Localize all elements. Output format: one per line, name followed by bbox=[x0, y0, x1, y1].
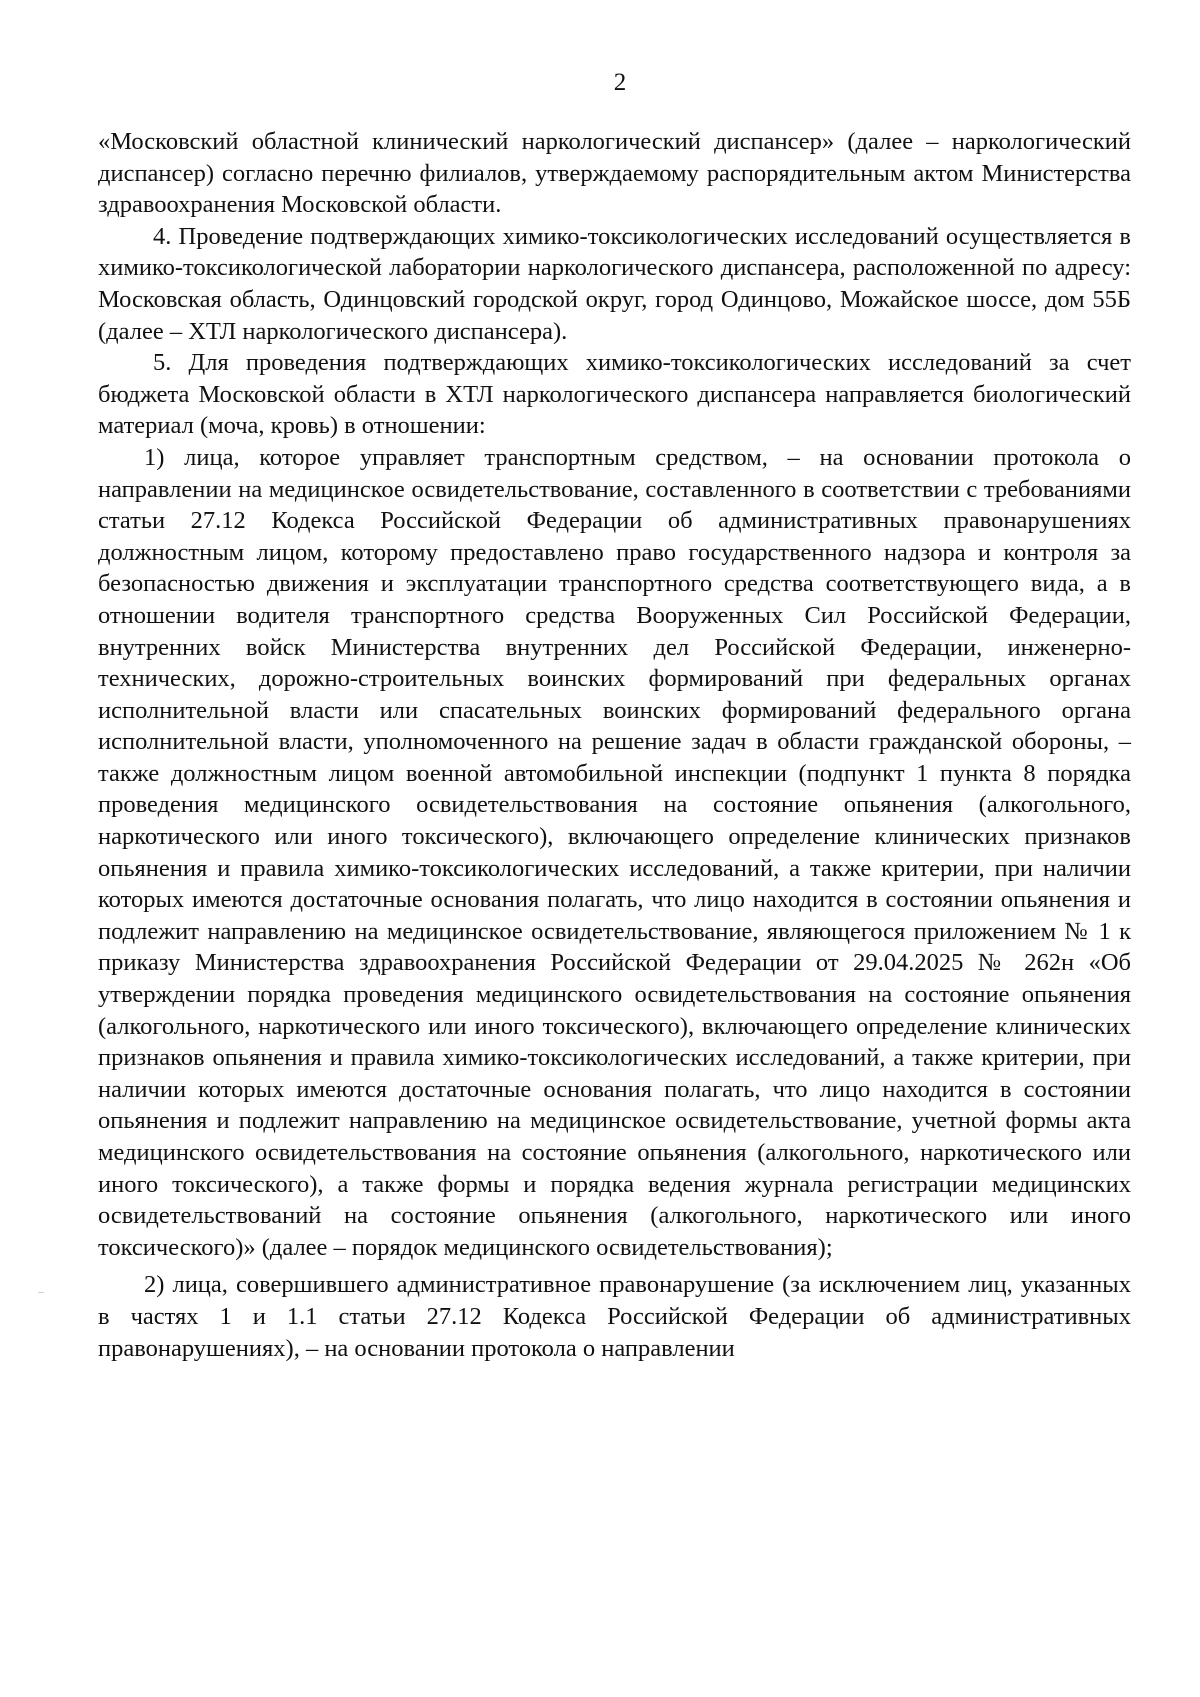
paragraph-item-5: 5. Для проведения подтверждающих химико-токсикологических исследований за счет бюджета Московской области в ХТЛ наркологического диспансера направляется биологический материал (моча, кровь) в отношении: bbox=[98, 349, 1131, 440]
subparagraph-2: 2) лица, совершившего административное правонарушение (за исключением лиц, указанных в частях 1 и 1.1 статьи 27.12 Кодекса Российской Федерации об административных правонарушениях), – на основании протокола о направлении bbox=[98, 1271, 1131, 1362]
paragraph-item-4: 4. Проведение подтверждающих химико-токсикологических исследований осуществляется в химико-токсикологической лаборатории наркологического диспансера, расположенной по адресу: Московская область, Одинцовский городской округ, город Одинцово, Можайское шоссе, дом 55Б (далее – ХТЛ наркологического диспансера). bbox=[98, 222, 1131, 345]
paragraph-continuation: «Московский областной клинический наркологический диспансер» (далее – наркологический диспансер) согласно перечню филиалов, утверждаемому распорядительным актом Министерства здравоохранения Московской области. bbox=[98, 128, 1131, 219]
subparagraph-1: 1) лица, которое управляет транспортным средством, – на основании протокола о направлении на медицинское освидетельствование, составленного в соответствии с требованиями статьи 27.12 Кодекса Российской Федерации об административных правонарушениях должностным лицом, которому предоставлено право государственного надзора и контроля за безопасностью движения и эксплуатации транспортного средства соответствующего вида, а в отношении водителя транспортного средства Вооруженных Сил Российской Федерации, внутренних войск Министерства внутренних дел Российской Федерации, инженерно-технических, дорожно-строительных воинских формирований при федеральных органах исполнительной власти или спасательных воинских формирований федерального органа исполнительной власти, уполномоченного на решение задач в области гражданской обороны, – также должностным лицом военной автомобильной инспекции (подпункт 1 пункта 8 порядка проведения медицинского освидетельствования на состояние опьянения (алкогольного, наркотического или иного токсического), включающего определение клинических признаков опьянения и правила химико-токсикологических исследований, а также критерии, при наличии которых имеются достаточные основания полагать, что лицо находится в состоянии опьянения и подлежит направлению на медицинское освидетельствование, являющегося приложением № 1 к приказу Министерства здравоохранения Российской Федерации от 29.04.2025 № 262н «Об утверждении порядка проведения медицинского освидетельствования на состояние опьянения (алкогольного, наркотического или иного токсического), включающего определение клинических признаков опьянения и правила химико-токсикологических исследований, а также критерии, при наличии которых имеются достаточные основания полагать, что лицо находится в состоянии опьянения и подлежит направлению на медицинское освидетельствование, учетной формы акта медицинского освидетельствования на состояние опьянения (алкогольного, наркотического или иного токсического), а также формы и порядка ведения журнала регистрации медицинских освидетельствований на состояние опьянения (алкогольного, наркотического или иного токсического)» (далее – порядок медицинского освидетельствования); bbox=[98, 443, 1131, 1261]
margin-mark bbox=[38, 1292, 44, 1293]
document-body bbox=[98, 126, 1131, 1364]
page-number: 2 bbox=[613, 69, 627, 96]
